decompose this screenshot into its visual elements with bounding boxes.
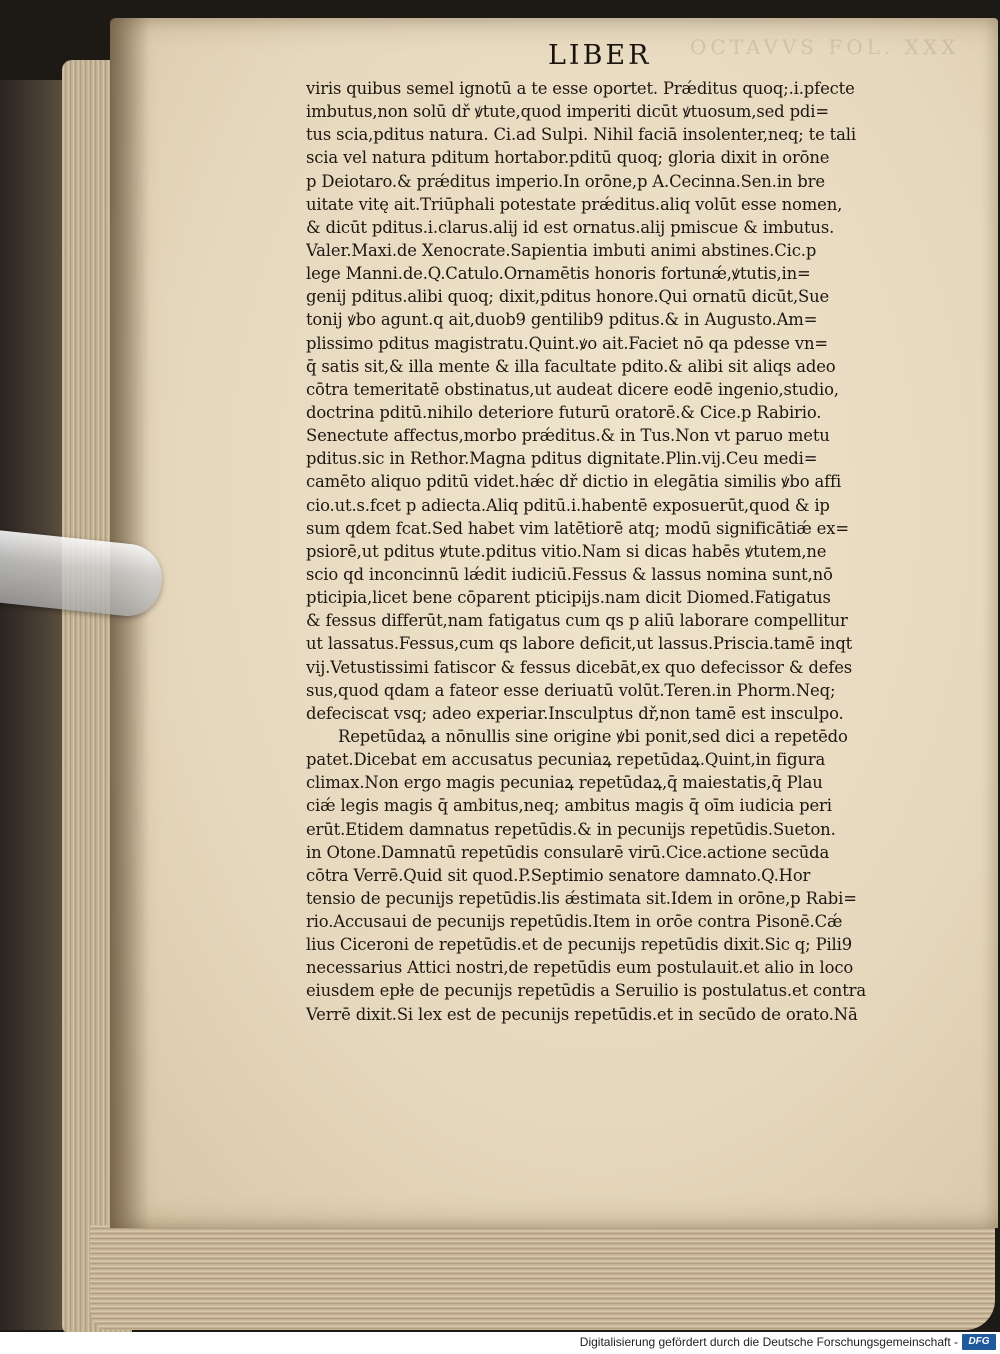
text-line: tensio de pecunijs repetūdis.lis ǽstimata sit.Idem in orōne,p Rabi= (306, 888, 857, 908)
page-edges-bottom (90, 1225, 995, 1330)
text-line: psiorē,ut pditus ꝟtute.pditus vitio.Nam si dicas habēs ꝟtutem,ne (306, 541, 827, 561)
text-line: erūt.Etidem damnatus repetūdis.& in pecunijs repetūdis.Sueton. (306, 819, 836, 839)
text-line: imbutus,non solū dř ꝟtute,quod imperiti dicūt ꝟtuosum,sed pdi= (306, 102, 829, 122)
gutter-shadow (110, 18, 150, 1228)
text-line: Verrē dixit.Si lex est de pecunijs repetūdis.et in secūdo de orato.Nā (306, 1004, 858, 1024)
text-line: climax.Non ergo magis pecuniaꝝ repetūdaꝝ,q̄ maiestatis,q̄ Plau (306, 773, 823, 793)
dfg-logo: DFG (962, 1334, 996, 1350)
text-line: necessarius Attici nostri,de repetūdis eum postulauit.et alio in loco (306, 958, 854, 978)
text-line: scia vel natura pditum hortabor.pditū quoq; gloria dixit in orōne (306, 148, 830, 168)
text-line: eiusdem epłe de pecunijs repetūdis a Seruilio is postulatus.et contra (306, 981, 866, 1001)
running-head: LIBER (548, 40, 652, 71)
text-line: genij pditus.alibi quoq; dixit,pditus honore.Qui ornatū dicūt,Sue (306, 287, 830, 307)
text-line: tus scia,pditus natura. Ci.ad Sulpi. Nihil faciā insolenter,neq; te tali (306, 125, 856, 145)
text-line: scio qd inconcinnū lǽdit iudiciū.Fessus & lassus nomina sunt,nō (306, 564, 833, 584)
text-line: defeciscat vsq; adeo experiar.Insculptus dř,non tamē est insculpo. (306, 703, 844, 723)
digitization-credit: Digitalisierung gefördert durch die Deutsche Forschungsgemeinschaft - (579, 1335, 958, 1349)
text-line: cio.ut.s.fcet p adiecta.Aliq pditū.i.habentē exposuerūt,quod & ip (306, 495, 830, 515)
text-line: q̄ satis sit,& illa mente & illa facultate pdito.& alibi sit aliqs adeo (306, 356, 836, 376)
text-line: pditus.sic in Rethor.Magna pditus dignitate.Plin.vij.Ceu medi= (306, 449, 818, 469)
text-line: & fessus differūt,nam fatigatus cum qs p aliū laborare compellitur (306, 611, 848, 631)
text-line: rio.Accusaui de pecunijs repetūdis.Item in orōe contra Pisonē.Cǽ (306, 912, 843, 932)
show-through-text: OCTAVVS FOL. XXX (690, 35, 960, 59)
text-block (306, 77, 942, 1026)
text-line: pticipia,licet bene cōparent pticipijs.nam dicit Diomed.Fatigatus (306, 588, 831, 608)
text-line: p Deiotaro.& prǽditus imperio.In orōne,p A.Cecinna.Sen.in bre (306, 171, 825, 191)
footer (0, 1332, 1000, 1354)
text-line: plissimo pditus magistratu.Quint.ꝟo ait.Faciet nō qa pdesse vn= (306, 333, 828, 353)
text-line: cōtra Verrē.Quid sit quod.P.Septimio senatore damnato.Q.Hor (306, 865, 811, 885)
text-line: viris quibus semel ignotū a te esse oportet. Prǽditus quoq;.i.pfecte (306, 79, 855, 98)
text-line: sum qdem fcat.Sed habet vim latētiorē atq; modū significātiǽ ex= (306, 518, 849, 538)
text-line: patet.Dicebat em accusatus pecuniaꝝ repetūdaꝝ.Quint,in figura (306, 750, 826, 770)
text-line: ut lassatus.Fessus,cum qs labore deficit,ut lassus.Priscia.tamē inqt (306, 634, 853, 654)
text-line: sus,quod qdam a fateor esse deriuatū volūt.Teren.in Phorm.Neq; (306, 680, 836, 700)
text-line: ciǽ legis magis q̄ ambitus,neq; ambitus magis q̄ oīm iudicia peri (306, 796, 832, 816)
text-line: Valer.Maxi.de Xenocrate.Sapientia imbuti animi abstines.Cic.p (306, 240, 817, 260)
text-line: camēto aliquo pditū videt.hǽc dř dictio in elegātia similis ꝟbo affi (306, 472, 842, 492)
text-line: in Otone.Damnatū repetūdis consularē virū.Cice.actione secūda (306, 842, 830, 862)
text-line: vij.Vetustissimi fatiscor & fessus dicebāt,ex quo defecissor & defes (306, 657, 853, 677)
text-line: cōtra temeritatē obstinatus,ut audeat dicere eodē ingenio,studio, (306, 379, 839, 399)
text-line: Senectute affectus,morbo prǽditus.& in Tus.Non vt paruo metu (306, 426, 830, 446)
text-line: & dicūt pditus.i.clarus.alij id est ornatus.alij pmiscue & imbutus. (306, 217, 835, 237)
text-line: doctrina pditū.nihilo deteriore futurū oratorē.& Cice.p Rabirio. (306, 402, 822, 422)
text-line: lege Manni.de.Q.Catulo.Ornamētis honoris fortunǽ,ꝟtutis,in= (306, 264, 811, 284)
text-line: tonij ꝟbo agunt.q ait,duob9 gentilib9 pditus.& in Augusto.Am= (306, 310, 818, 330)
text-line: Repetūdaꝝ a nōnullis sine origine ꝟbi ponit,sed dici a repetēdo (338, 726, 848, 746)
text-line: uitate vitę ait.Triūphali potestate prǽditus.aliq volūt esse nomen, (306, 194, 843, 214)
text-line: lius Ciceroni de repetūdis.et de pecunijs repetūdis dixit.Sic q; Pili9 (306, 935, 853, 955)
